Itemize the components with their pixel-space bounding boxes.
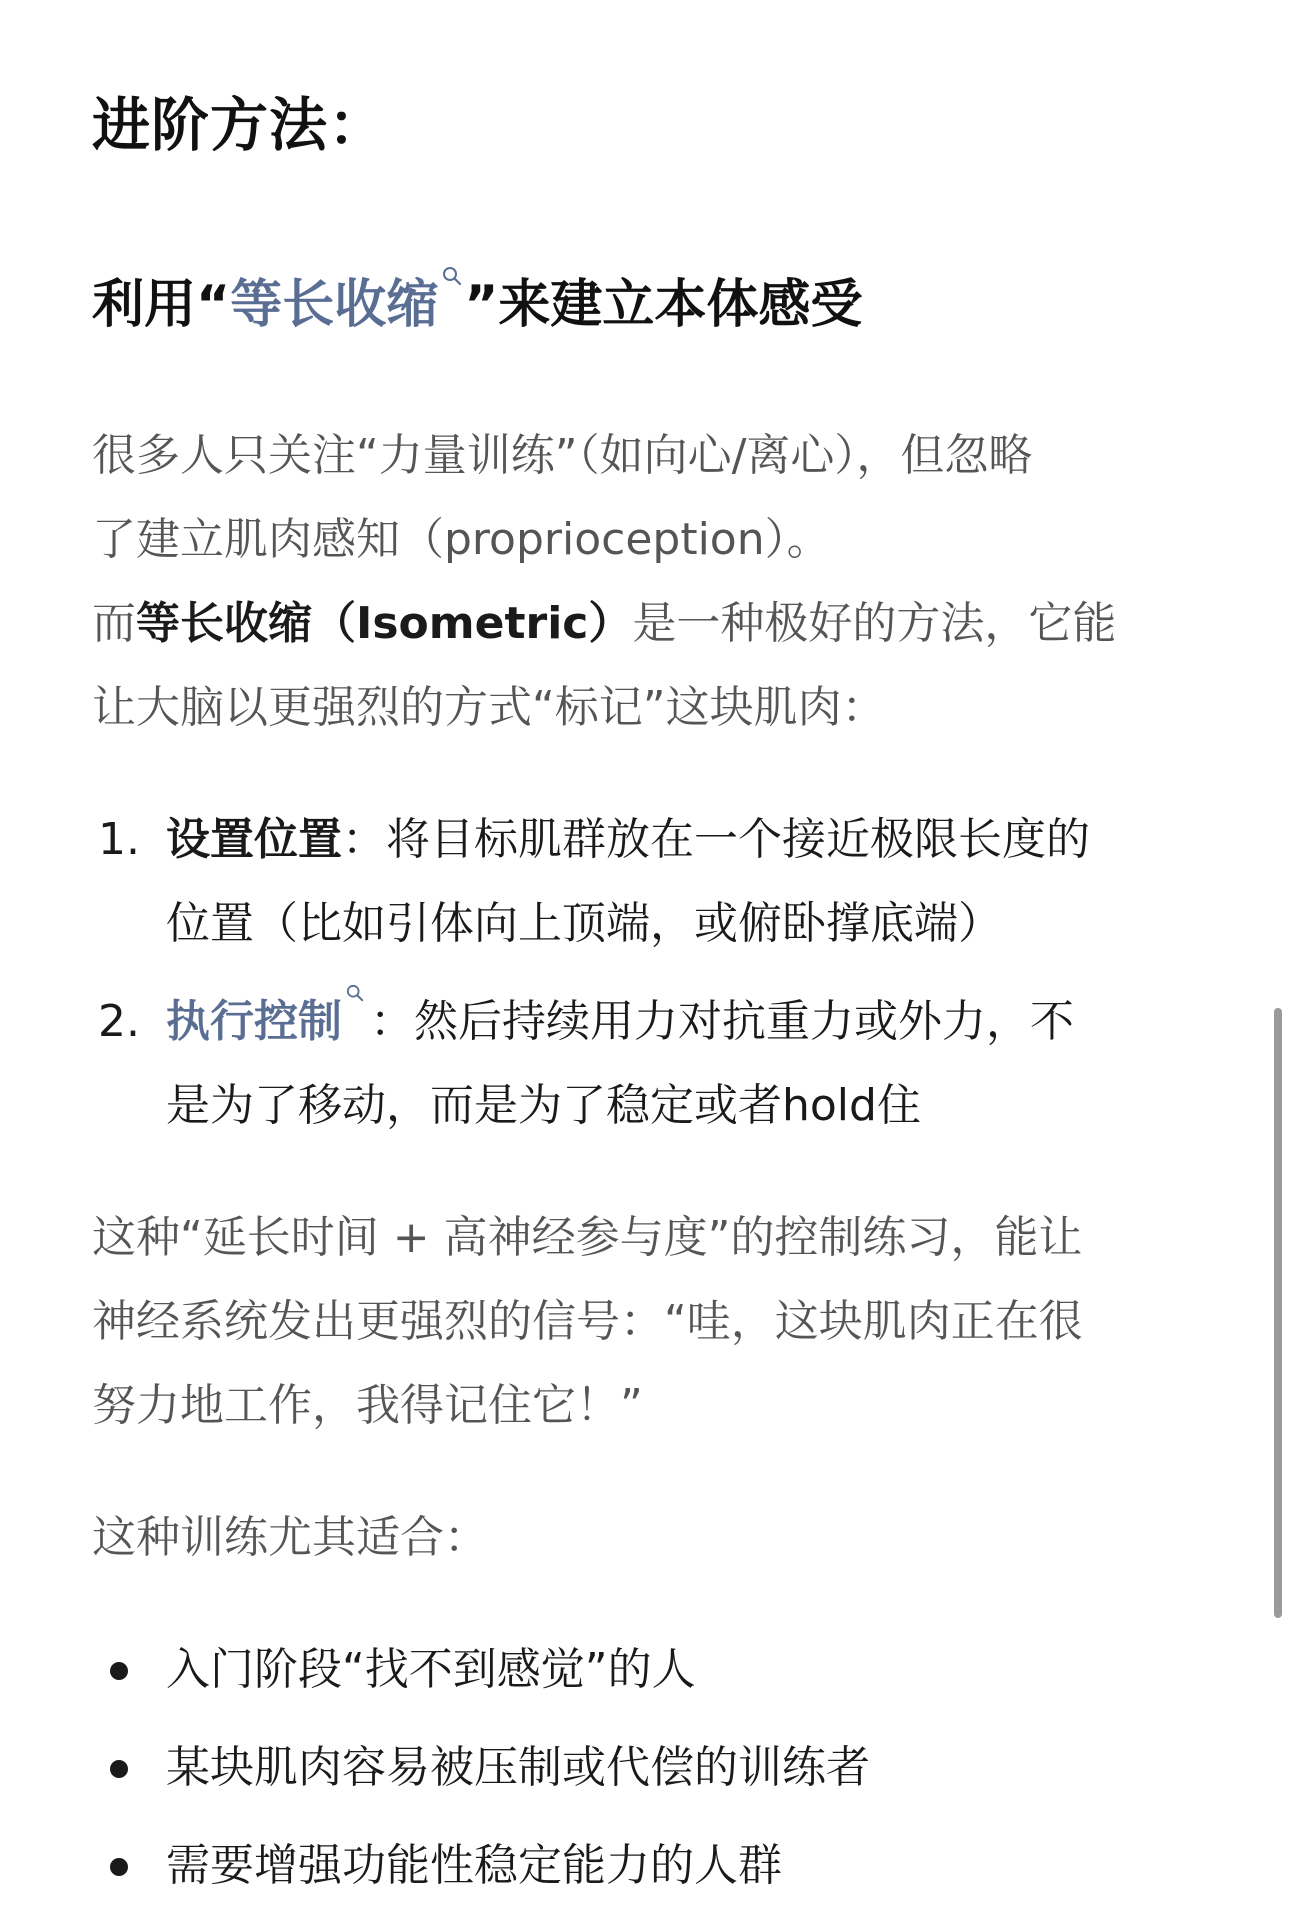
bullet-icon (110, 1662, 128, 1680)
list-item-line-1 (166, 798, 1166, 882)
isometric-contraction-link[interactable]: 等长收缩 (230, 275, 439, 335)
intro-line-2: 了建立肌肉感知（proprioception）。 (92, 514, 831, 565)
intro-line-1: 很多人只关注“力量训练”（如向心/离心），但忽略 (92, 430, 1033, 481)
explanation-line-3: 努力地工作，我得记住它！” (92, 1380, 643, 1431)
list-item-body (166, 798, 1166, 966)
list-number: 1. (98, 814, 140, 865)
intro-line-3 (92, 582, 1192, 666)
explanation-line-2: 神经系统发出更强烈的信号：“哇，这块肌肉正在很 (92, 1296, 1083, 1347)
list-item-body (166, 980, 1166, 1148)
intro-line-3-suffix: 是一种极好的方法，它能 (632, 598, 1117, 649)
bullet-text: 某块肌肉容易被压制或代偿的训练者 (166, 1742, 870, 1793)
search-icon[interactable] (342, 980, 370, 1014)
list-item-text: ：然后持续用力对抗重力或外力，不 (370, 996, 1074, 1047)
intro-line-4: 让大脑以更强烈的方式“标记”这块肌肉： (92, 682, 886, 733)
list-item-label: 设置位置 (166, 814, 342, 865)
bullet-text: 入门阶段“找不到感觉”的人 (166, 1644, 696, 1695)
list-item-line-2: 位置（比如引体向上顶端，或俯卧撑底端） (166, 898, 1002, 949)
list-number: 2. (98, 996, 140, 1047)
bullet-text: 需要增强功能性稳定能力的人群 (166, 1840, 782, 1891)
section-heading-suffix: ”来建立本体感受 (464, 275, 863, 335)
explanation-line-1: 这种“延长时间 + 高神经参与度”的控制练习，能让 (92, 1212, 1083, 1263)
bullet-icon (110, 1760, 128, 1778)
heading-advanced-methods: 进阶方法： (92, 91, 388, 159)
search-icon[interactable] (438, 262, 464, 302)
isometric-bold: 等长收缩（Isometric） (136, 598, 633, 649)
vertical-scrollbar[interactable] (1274, 1008, 1282, 1618)
intro-line-3-prefix: 而 (92, 598, 136, 649)
list-item-text: ：将目标肌群放在一个接近极限长度的 (342, 814, 1090, 865)
bullet-icon (110, 1858, 128, 1876)
section-heading-prefix: 利用“ (92, 275, 231, 335)
list-item-line-1 (166, 980, 1166, 1064)
suitable-for-paragraph: 这种训练尤其适合： (92, 1512, 488, 1563)
intro-paragraph (92, 414, 1192, 750)
explanation-paragraph (92, 1196, 1192, 1448)
execute-control-link[interactable]: 执行控制 (166, 996, 342, 1047)
list-item-line-2: 是为了移动，而是为了稳定或者hold住 (166, 1080, 921, 1131)
section-heading (92, 262, 862, 337)
